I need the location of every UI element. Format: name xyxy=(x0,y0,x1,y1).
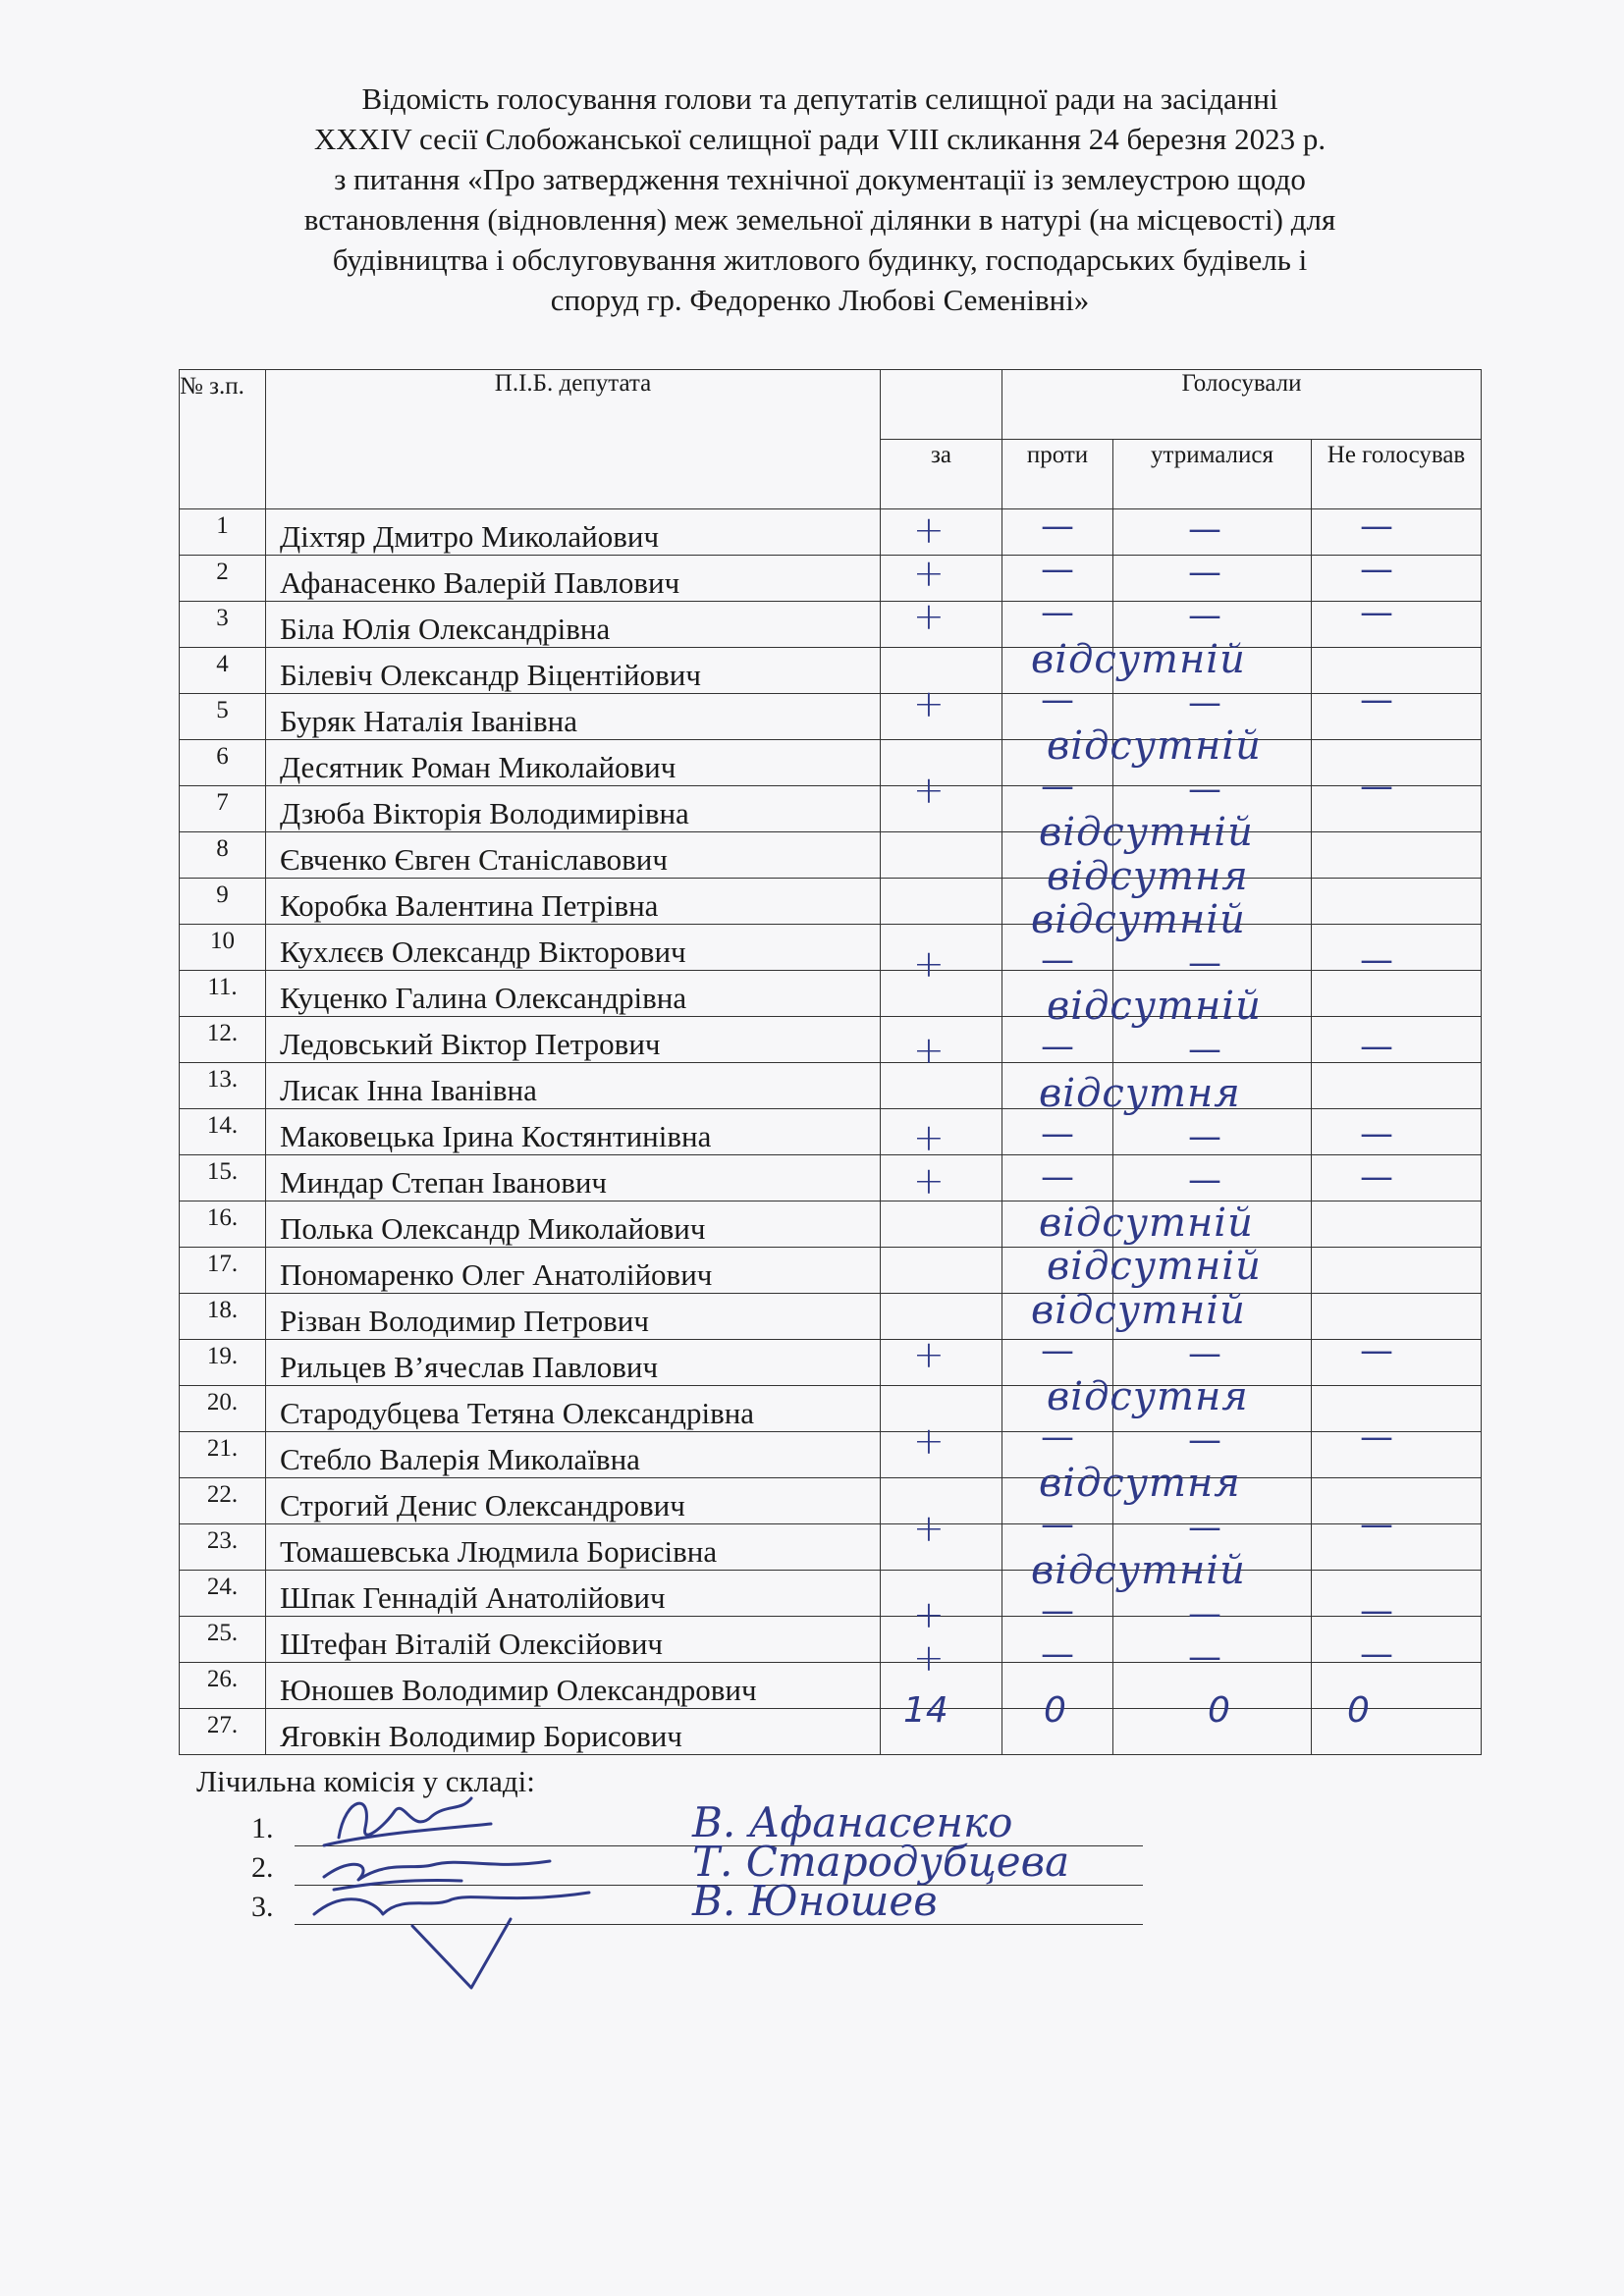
cell-not-voted xyxy=(1312,1709,1482,1755)
cell-not-voted xyxy=(1312,556,1482,602)
cell-not-voted xyxy=(1312,694,1482,740)
title-line: будівництва і обслуговування житлового будинку, господарських будівель і xyxy=(332,242,1308,277)
vote-for-mark: + xyxy=(913,1159,945,1202)
absent-mark: відсутній xyxy=(1047,1244,1262,1290)
cell-not-voted xyxy=(1312,832,1482,879)
deputy-name: Томашевська Людмила Борисівна xyxy=(266,1524,881,1571)
vote-for-mark: + xyxy=(913,942,945,986)
row-number: 12. xyxy=(180,1017,266,1063)
row-number: 8 xyxy=(180,832,266,879)
no-vote-dash: — xyxy=(1188,553,1221,593)
no-vote-dash: — xyxy=(1360,767,1393,807)
deputy-name: Миндар Степан Іванович xyxy=(266,1155,881,1201)
row-number: 27. xyxy=(180,1709,266,1755)
no-vote-dash: — xyxy=(1360,1417,1393,1458)
member-number: 2. xyxy=(251,1851,274,1884)
member-name: В. Юношев xyxy=(692,1877,938,1925)
table-row xyxy=(180,1063,1482,1109)
no-vote-dash: — xyxy=(1360,1591,1393,1630)
no-vote-dash: — xyxy=(1041,1504,1074,1544)
commission-label: Лічильна комісія у складі: xyxy=(196,1764,535,1798)
no-vote-dash: — xyxy=(1360,1113,1393,1153)
no-vote-dash: — xyxy=(1360,1634,1393,1675)
member-number: 1. xyxy=(251,1812,274,1844)
cell-not-voted xyxy=(1312,879,1482,925)
cell-not-voted xyxy=(1312,1248,1482,1294)
header-voted: Голосували xyxy=(1002,370,1482,440)
absent-mark: відсутній xyxy=(1031,1547,1246,1593)
deputy-name: Десятник Роман Миколайович xyxy=(266,740,881,786)
no-vote-dash: — xyxy=(1360,1027,1393,1067)
absent-mark: відсутня xyxy=(1047,1374,1249,1419)
total-abstained: 0 xyxy=(1208,1690,1230,1731)
row-number: 23. xyxy=(180,1524,266,1571)
cell-not-voted xyxy=(1312,971,1482,1017)
no-vote-dash: — xyxy=(1360,550,1393,590)
no-vote-dash: — xyxy=(1360,1504,1393,1544)
vote-for-mark: + xyxy=(913,1029,945,1073)
table-row xyxy=(180,1201,1482,1248)
no-vote-dash: — xyxy=(1041,550,1074,590)
table-row xyxy=(180,694,1482,740)
table-row xyxy=(180,1155,1482,1201)
header-deputy-name: П.І.Б. депутата xyxy=(266,370,881,509)
cell-not-voted xyxy=(1312,1155,1482,1201)
cell-not-voted xyxy=(1312,1524,1482,1571)
row-number: 11. xyxy=(180,971,266,1017)
cell-not-voted xyxy=(1312,1617,1482,1663)
cell-not-voted xyxy=(1312,1017,1482,1063)
no-vote-dash: — xyxy=(1360,1330,1393,1370)
table-row xyxy=(180,832,1482,879)
voting-table xyxy=(179,369,1482,1755)
absent-mark: відсутня xyxy=(1039,1070,1241,1116)
row-number: 21. xyxy=(180,1432,266,1478)
member-name: В. Афанасенко xyxy=(692,1798,1013,1846)
table-row xyxy=(180,648,1482,694)
total-not-voted: 0 xyxy=(1347,1690,1370,1731)
row-number: 15. xyxy=(180,1155,266,1201)
no-vote-dash: — xyxy=(1188,943,1221,983)
cell-for xyxy=(881,1201,1002,1248)
cell-not-voted xyxy=(1312,1663,1482,1709)
no-vote-dash: — xyxy=(1041,1113,1074,1153)
vote-for-mark: + xyxy=(913,552,945,596)
cell-not-voted xyxy=(1312,648,1482,694)
row-number: 5 xyxy=(180,694,266,740)
deputy-name: Буряк Наталія Іванівна xyxy=(266,694,881,740)
cell-for xyxy=(881,1248,1002,1294)
table-row xyxy=(180,1478,1482,1524)
absent-mark: відсутній xyxy=(1039,810,1254,856)
table-row xyxy=(180,740,1482,786)
no-vote-dash: — xyxy=(1360,1157,1393,1197)
row-number: 6 xyxy=(180,740,266,786)
header-empty xyxy=(881,370,1002,440)
header-number: № з.п. xyxy=(180,370,266,509)
cell-for xyxy=(881,879,1002,925)
absent-mark: відсутній xyxy=(1047,723,1262,769)
no-vote-dash: — xyxy=(1188,1333,1221,1373)
header-for: за xyxy=(881,440,1002,509)
signature-scribble xyxy=(324,1798,491,1845)
deputy-name: Коробка Валентина Петрівна xyxy=(266,879,881,925)
row-number: 9 xyxy=(180,879,266,925)
vote-for-mark: + xyxy=(913,769,945,813)
deputy-name: Куценко Галина Олександрівна xyxy=(266,971,881,1017)
vote-for-mark: + xyxy=(913,681,945,725)
cell-not-voted xyxy=(1312,925,1482,971)
no-vote-dash: — xyxy=(1041,1591,1074,1630)
table-row xyxy=(180,1109,1482,1155)
table-row xyxy=(180,1524,1482,1571)
no-vote-dash: — xyxy=(1188,1160,1221,1200)
no-vote-dash: — xyxy=(1041,1157,1074,1197)
cell-not-voted xyxy=(1312,1294,1482,1340)
title-line: споруд гр. Федоренко Любові Семенівні» xyxy=(550,283,1090,317)
signature-scribble xyxy=(314,1893,589,1988)
table-row xyxy=(180,1663,1482,1709)
row-number: 17. xyxy=(180,1248,266,1294)
no-vote-dash: — xyxy=(1188,596,1221,636)
table-row xyxy=(180,1432,1482,1478)
vote-for-mark: + xyxy=(913,1115,945,1159)
title-line: Відомість голосування голови та депутатів селищної ради на засіданні xyxy=(361,81,1278,116)
vote-for-mark: + xyxy=(913,1506,945,1550)
row-number: 1 xyxy=(180,509,266,556)
table-row xyxy=(180,1294,1482,1340)
row-number: 26. xyxy=(180,1663,266,1709)
table-row xyxy=(180,786,1482,832)
deputy-name: Строгий Денис Олександрович xyxy=(266,1478,881,1524)
title-line: з питання «Про затвердження технічної документації із землеустрою щодо xyxy=(334,162,1306,196)
table-row xyxy=(180,925,1482,971)
cell-not-voted xyxy=(1312,602,1482,648)
row-number: 20. xyxy=(180,1386,266,1432)
deputy-name: Шпак Геннадій Анатолійович xyxy=(266,1571,881,1617)
absent-mark: відсутній xyxy=(1039,1201,1254,1247)
no-vote-dash: — xyxy=(1188,1116,1221,1156)
absent-mark: відсутній xyxy=(1031,636,1246,682)
table-row xyxy=(180,1571,1482,1617)
deputy-name: Афанасенко Валерій Павлович xyxy=(266,556,881,602)
no-vote-dash: — xyxy=(1041,1417,1074,1458)
no-vote-dash: — xyxy=(1041,507,1074,546)
document-title xyxy=(177,79,1463,320)
table-row xyxy=(180,1248,1482,1294)
absent-mark: відсутня xyxy=(1039,1461,1241,1507)
no-vote-dash: — xyxy=(1188,1030,1221,1070)
row-number: 16. xyxy=(180,1201,266,1248)
table-row xyxy=(180,971,1482,1017)
cell-not-voted xyxy=(1312,1386,1482,1432)
no-vote-dash: — xyxy=(1188,770,1221,810)
deputy-name: Ледовський Віктор Петрович xyxy=(266,1017,881,1063)
deputy-name: Дзюба Вікторія Володимирівна xyxy=(266,786,881,832)
cell-not-voted xyxy=(1312,509,1482,556)
row-number: 7 xyxy=(180,786,266,832)
deputy-name: Різван Володимир Петрович xyxy=(266,1294,881,1340)
cell-not-voted xyxy=(1312,1063,1482,1109)
vote-for-mark: + xyxy=(913,595,945,639)
title-line: встановлення (відновлення) меж земельної ділянки в натурі (на місцевості) для xyxy=(303,202,1336,237)
member-number: 3. xyxy=(251,1891,274,1923)
no-vote-dash: — xyxy=(1188,1420,1221,1461)
table-row xyxy=(180,1617,1482,1663)
no-vote-dash: — xyxy=(1360,679,1393,720)
no-vote-dash: — xyxy=(1041,593,1074,633)
row-number: 4 xyxy=(180,648,266,694)
no-vote-dash: — xyxy=(1188,1594,1221,1633)
row-number: 25. xyxy=(180,1617,266,1663)
no-vote-dash: — xyxy=(1360,940,1393,980)
deputy-name: Яговкін Володимир Борисович xyxy=(266,1709,881,1755)
deputy-name: Маковецька Ірина Костянтинівна xyxy=(266,1109,881,1155)
deputy-name: Євченко Євген Станіславович xyxy=(266,832,881,879)
table-row xyxy=(180,1017,1482,1063)
table-row xyxy=(180,602,1482,648)
vote-for-mark: + xyxy=(913,1332,945,1376)
deputy-name: Пономаренко Олег Анатолійович xyxy=(266,1248,881,1294)
total-against: 0 xyxy=(1044,1690,1066,1731)
table-row xyxy=(180,1340,1482,1386)
no-vote-dash: — xyxy=(1188,1507,1221,1547)
deputy-name: Штефан Віталій Олексійович xyxy=(266,1617,881,1663)
no-vote-dash: — xyxy=(1041,1027,1074,1067)
no-vote-dash: — xyxy=(1188,1637,1221,1678)
row-number: 10 xyxy=(180,925,266,971)
vote-for-mark: + xyxy=(913,1636,945,1681)
deputy-name: Лисак Інна Іванівна xyxy=(266,1063,881,1109)
cell-not-voted xyxy=(1312,1340,1482,1386)
table-row xyxy=(180,509,1482,556)
no-vote-dash: — xyxy=(1360,593,1393,633)
total-for: 14 xyxy=(903,1690,948,1731)
table-row xyxy=(180,1386,1482,1432)
cell-not-voted xyxy=(1312,1571,1482,1617)
cell-not-voted xyxy=(1312,740,1482,786)
deputy-name: Стебло Валерія Миколаївна xyxy=(266,1432,881,1478)
table-row xyxy=(180,879,1482,925)
deputy-name: Стародубцева Тетяна Олександрівна xyxy=(266,1386,881,1432)
row-number: 3 xyxy=(180,602,266,648)
vote-for-mark: + xyxy=(913,1593,945,1636)
title-line: XXXIV сесії Слобожанської селищної ради VIII скликання 24 березня 2023 р. xyxy=(313,122,1326,156)
deputy-name: Діхтяр Дмитро Миколайович xyxy=(266,509,881,556)
table-row xyxy=(180,1709,1482,1755)
header-against: проти xyxy=(1002,440,1113,509)
row-number: 19. xyxy=(180,1340,266,1386)
cell-not-voted xyxy=(1312,1432,1482,1478)
vote-for-mark: + xyxy=(913,508,945,552)
row-number: 13. xyxy=(180,1063,266,1109)
row-number: 2 xyxy=(180,556,266,602)
no-vote-dash: — xyxy=(1360,507,1393,546)
cell-not-voted xyxy=(1312,786,1482,832)
row-number: 14. xyxy=(180,1109,266,1155)
deputy-name: Юношев Володимир Олександрович xyxy=(266,1663,881,1709)
vote-for-mark: + xyxy=(913,1419,945,1464)
row-number: 22. xyxy=(180,1478,266,1524)
absent-mark: відсутній xyxy=(1047,984,1262,1030)
header-not-voted: Не голосував xyxy=(1312,440,1482,509)
no-vote-dash: — xyxy=(1041,1330,1074,1370)
header-abstained: утрималися xyxy=(1113,440,1312,509)
absent-mark: відсутній xyxy=(1031,1287,1246,1333)
cell-not-voted xyxy=(1312,1478,1482,1524)
deputy-name: Полька Олександр Миколайович xyxy=(266,1201,881,1248)
deputy-name: Рильцев В’ячеслав Павлович xyxy=(266,1340,881,1386)
no-vote-dash: — xyxy=(1188,509,1221,549)
no-vote-dash: — xyxy=(1041,1634,1074,1675)
no-vote-dash: — xyxy=(1041,767,1074,807)
absent-mark: відсутня xyxy=(1047,853,1249,899)
row-number: 24. xyxy=(180,1571,266,1617)
cell-not-voted xyxy=(1312,1109,1482,1155)
cell-for xyxy=(881,832,1002,879)
table-row xyxy=(180,556,1482,602)
member-name: Т. Стародубцева xyxy=(692,1838,1070,1886)
deputy-name: Біла Юлія Олександрівна xyxy=(266,602,881,648)
absent-mark: відсутній xyxy=(1031,896,1246,942)
deputy-name: Кухлєєв Олександр Вікторович xyxy=(266,925,881,971)
no-vote-dash: — xyxy=(1188,682,1221,722)
cell-not-voted xyxy=(1312,1201,1482,1248)
no-vote-dash: — xyxy=(1041,940,1074,980)
row-number: 18. xyxy=(180,1294,266,1340)
deputy-name: Білевіч Олександр Віцентійович xyxy=(266,648,881,694)
no-vote-dash: — xyxy=(1041,679,1074,720)
